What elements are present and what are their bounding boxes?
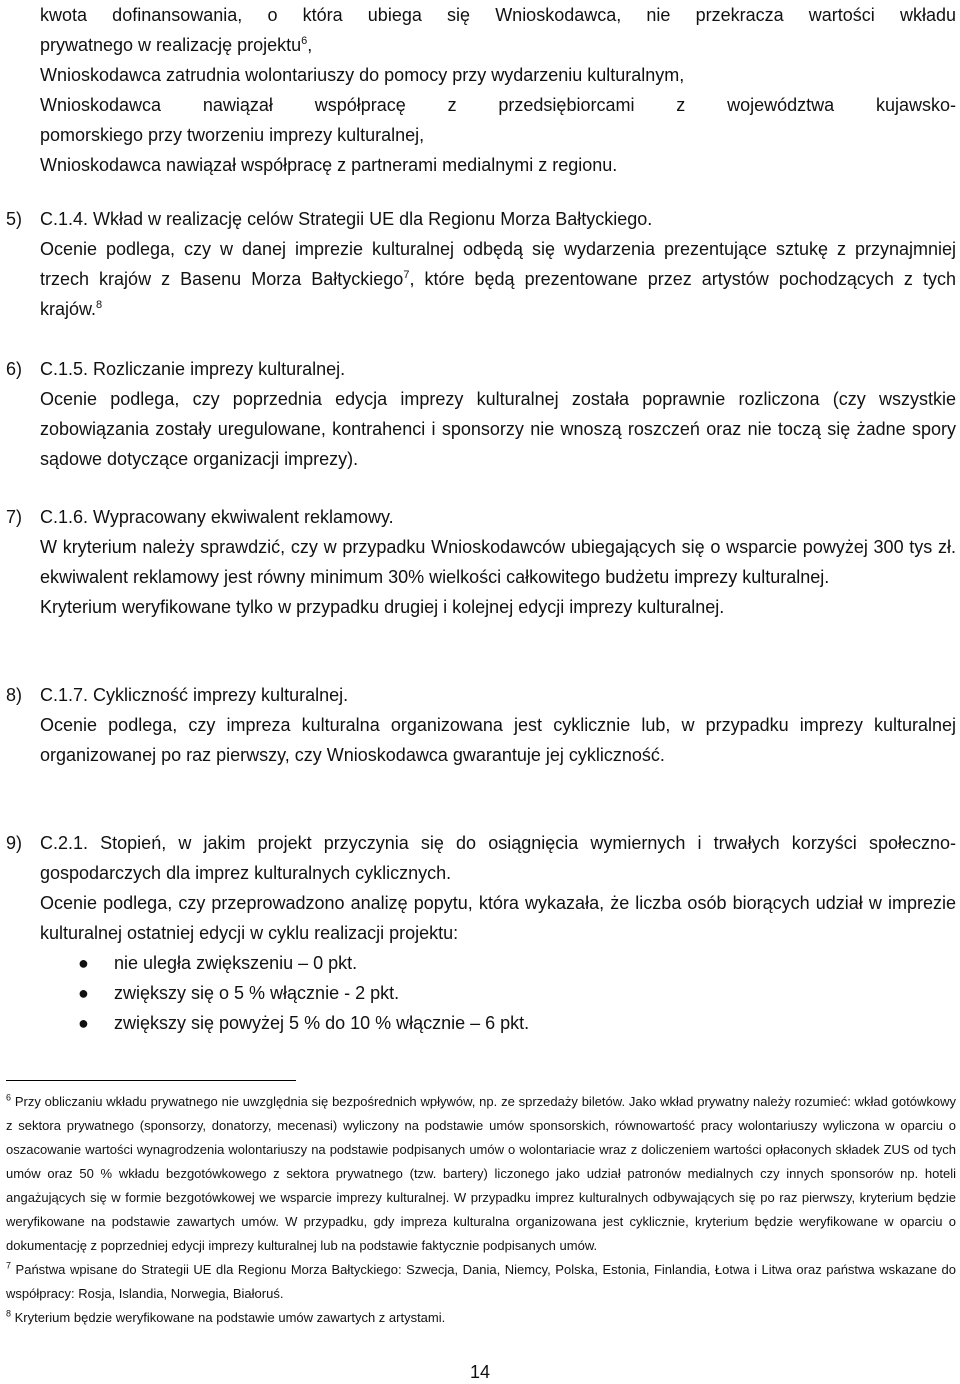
footnote-8: $^8$ Kryterium będzie weryfikowane na podstawie umów zawartych z artystami. — [6, 1308, 446, 1325]
criteria-list-continuation — [40, 0, 956, 180]
section-paragraph: W kryterium należy sprawdzić, czy w przypadku Wnioskodawców ubiegających się o wsparcie powyżej 300 tys zł. ekwiwalent reklamowy jest równy minimum 30% wielkości całkowitego budżetu imprezy kulturalnej. — [40, 537, 956, 587]
section-paragraph: Ocenie podlega, czy impreza kulturalna organizowana jest cyklicznie lub, w przypadku imprezy kulturalnej organizowanej po raz pierwszy, czy Wnioskodawca gwarantuje jej cykliczność. — [40, 715, 956, 765]
list-item-line: Wnioskodawca nawiązał współpracę z przedsiębiorcami z województwa kujawsko- — [40, 95, 956, 115]
list-item: ● zwiększy się powyżej 5 % do 10 % włącznie – 6 pkt. — [40, 1008, 956, 1038]
criterion-section-6 — [6, 354, 956, 474]
section-title: C.1.4. Wkład w realizację celów Strategii UE dla Regionu Morza Bałtyckiego. — [40, 209, 653, 229]
section-title: C.1.7. Cykliczność imprezy kulturalnej. — [40, 685, 349, 705]
list-item-line: kwota dofinansowania, o która ubiega się Wnioskodawca, nie przekracza wartości wkładu — [40, 5, 956, 25]
scoring-list — [40, 948, 956, 1038]
criterion-section-7 — [6, 502, 956, 622]
section-number: 7) — [6, 507, 23, 527]
footnote-mark: 7 — [6, 1260, 12, 1271]
section-paragraph: Ocenie podlega, czy w danej imprezie kulturalnej odbędą się wydarzenia prezentujące sztukę z przynajmniej trzech krajów z Basenu Morza Bałtyckiego$^7$, które będą prezentowane przez artystów pochodzących z tych krajów.$^8$ — [40, 239, 956, 319]
section-title: C.2.1. Stopień, w jakim projekt przyczynia się do osiągnięcia wymiernych i trwałych korzyści społeczno-gospodarczych dla imprez kulturalnych cyklicznych. — [40, 833, 956, 883]
list-item-line: Wnioskodawca nawiązał współpracę z partnerami medialnymi z regionu. — [40, 155, 618, 175]
criterion-section-5 — [6, 204, 956, 324]
footnote-6: $^6$ Przy obliczaniu wkładu prywatnego nie uwzględnia się bezpośrednich wpływów, np. ze sprzedaży biletów. Jako wkład prywatny należy rozumieć: wkład gotówkowy z sektora prywatnego (sponsorzy, donatorzy, mecenasi) wyliczony na podstawie umów sponsorskich, równowartość pracy wolontariuszy wyliczona w oparciu o oszacowanie wartości wynagrodzenia wolontariuszy na podstawie podpisanych umów o wolontariacie wraz z doliczeniem wartości opłaconych składek ZUS od tych umów oraz 50 % wkładu bezgotówkowego z sektora prywatnego (tzw. bartery) liczonego jako udział patronów medialnych czy innych sponsorów np. hoteli angażujących się w formie bezgotówkowej we wsparcie imprezy kulturalnej. W przypadku imprez kulturalnych odbywających się po raz pierwszy, kryterium będzie weryfikowane na podstawie zawartych umów. W przypadku, gdy impreza kulturalna organizowana jest cyklicznie, kryterium będzie weryfikowane w oparciu o dokumentację z poprzedniej edycji imprezy kulturalnej lub na podstawie faktycznie podpisanych umów. — [6, 1092, 956, 1253]
footnote-ref[interactable]: 7 — [403, 269, 410, 281]
bullet-icon: ● — [78, 983, 89, 1003]
footnotes — [6, 1090, 956, 1330]
list-item-line: prywatnego w realizację projektu$^6$, — [40, 35, 313, 55]
criterion-section-8 — [6, 680, 956, 770]
section-number: 8) — [6, 685, 23, 705]
bullet-icon: ● — [78, 953, 89, 973]
footnote-mark: 6 — [6, 1092, 12, 1103]
section-number: 5) — [6, 209, 23, 229]
section-paragraph: Ocenie podlega, czy przeprowadzono analizę popytu, która wykazała, że liczba osób biorących udział w imprezie kulturalnej ostatniej edycji w cyklu realizacji projektu: — [40, 893, 956, 943]
list-item: ● zwiększy się o 5 % włącznie - 2 pkt. — [40, 978, 956, 1008]
list-item-line: Wnioskodawca zatrudnia wolontariuszy do pomocy przy wydarzeniu kulturalnym, — [40, 65, 685, 85]
footnote-mark: 8 — [6, 1308, 12, 1319]
criterion-section-9 — [6, 828, 956, 1038]
list-item-line: pomorskiego przy tworzeniu imprezy kulturalnej, — [40, 125, 425, 145]
section-title: C.1.6. Wypracowany ekwiwalent reklamowy. — [40, 507, 394, 527]
section-number: 9) — [6, 833, 23, 853]
section-number: 6) — [6, 359, 23, 379]
footnote-ref[interactable]: 8 — [96, 299, 103, 311]
section-note: Kryterium weryfikowane tylko w przypadku drugiej i kolejnej edycji imprezy kulturalnej. — [40, 597, 725, 617]
section-title: C.1.5. Rozliczanie imprezy kulturalnej. — [40, 359, 346, 379]
page-number: 14 — [469, 1362, 491, 1382]
list-item: ● nie uległa zwiększeniu – 0 pkt. — [40, 948, 956, 978]
footnote-separator — [6, 1080, 296, 1081]
footnote-7: $^7$ Państwa wpisane do Strategii UE dla Regionu Morza Bałtyckiego: Szwecja, Dania, Niemcy, Polska, Estonia, Finlandia, Łotwa i Litwa oraz państwa wskazane do współpracy: Rosja, Islandia, Norwegia, Białoruś. — [6, 1260, 956, 1301]
bullet-icon: ● — [78, 1013, 89, 1033]
footnote-ref[interactable]: 6 — [301, 35, 308, 47]
section-paragraph: Ocenie podlega, czy poprzednia edycja imprezy kulturalnej została poprawnie rozliczona (czy wszystkie zobowiązania zostały uregulowane, kontrahenci i sponsorzy nie wnoszą roszczeń oraz nie toczą się żadne spory sądowe dotyczące organizacji imprezy). — [40, 389, 956, 469]
